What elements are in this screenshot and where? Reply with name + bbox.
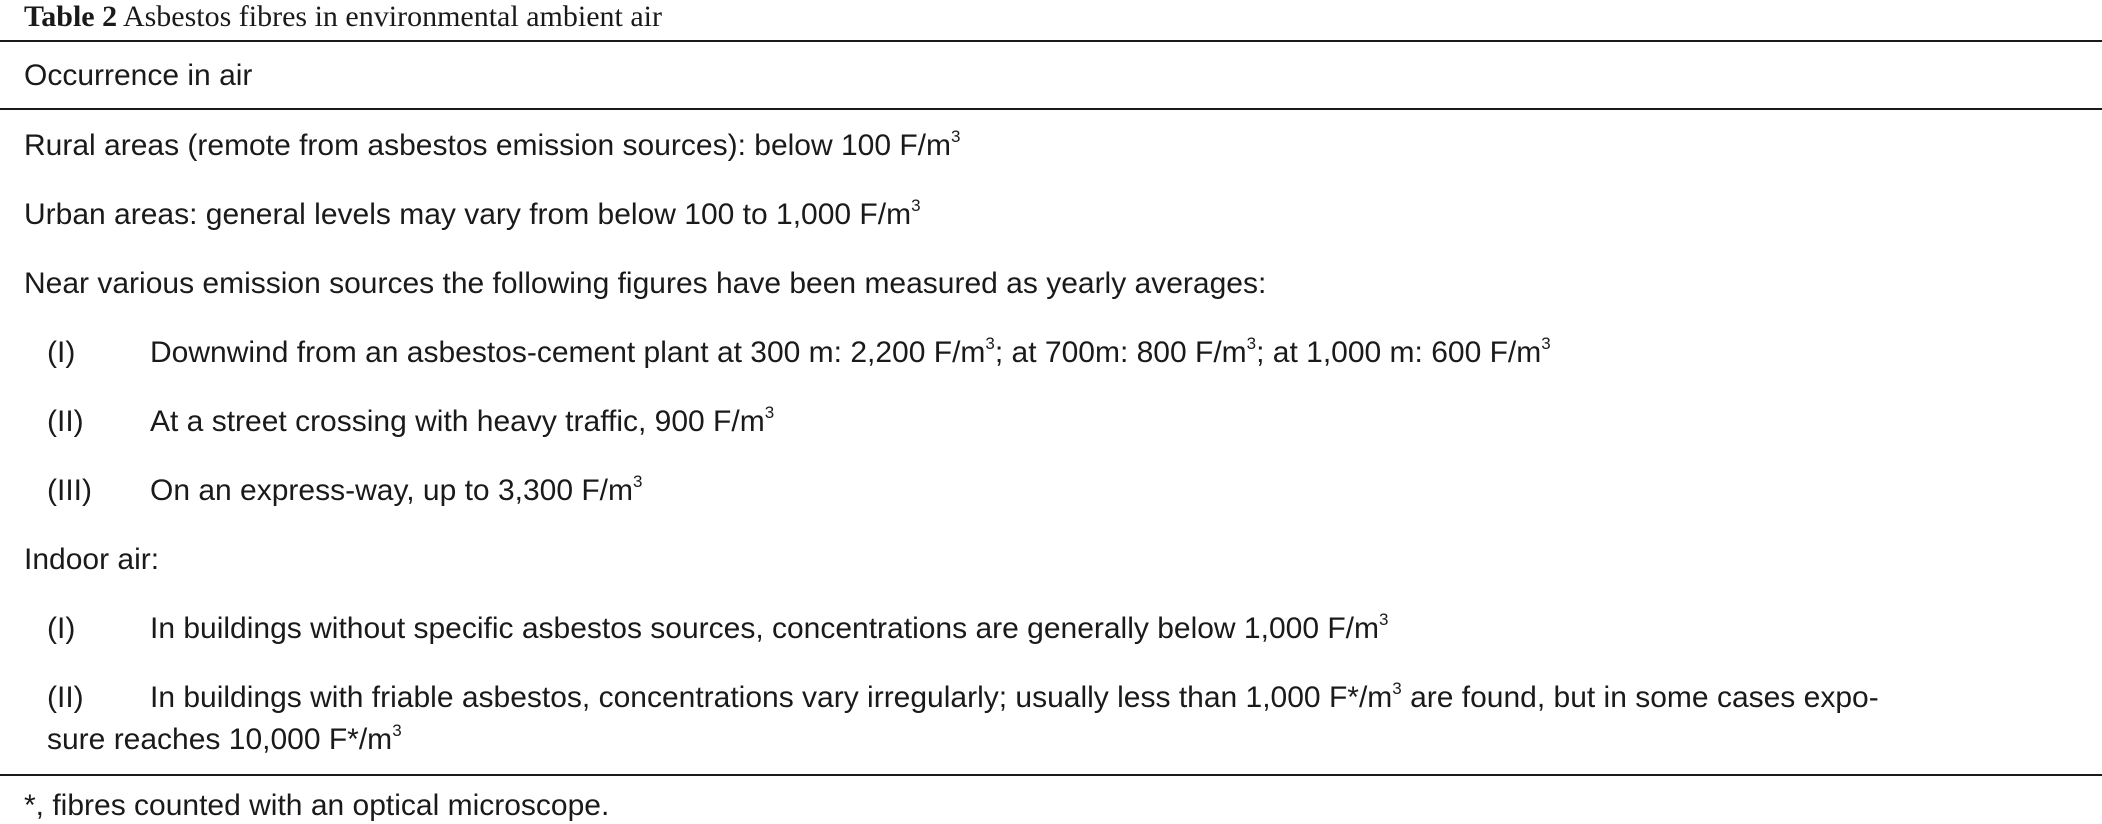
text-part: ; at 700m: 800 F/m [994,336,1247,369]
list-item-text [150,404,774,444]
list-item-continuation [47,722,402,762]
text-part: In buildings with friable asbestos, concentrations vary irregularly; usually less than 1,000 F*/m [150,681,1393,714]
top-rule [0,40,2102,42]
superscript: 3 [1246,334,1257,353]
header-rule [0,108,2102,110]
list-number: (II) [47,681,84,714]
row-rural-text: Rural areas (remote from asbestos emission sources): below 100 F/m [24,129,952,162]
row-urban-text: Urban areas: general levels may vary from below 100 to 1,000 F/m [24,198,912,231]
text-part: ; at 1,000 m: 600 F/m [1256,336,1542,369]
superscript: 3 [392,721,402,740]
list-item-text [150,680,1879,720]
text-part: Downwind from an asbestos-cement plant at 300 m: 2,200 F/m [150,336,986,369]
row-near-sources: Near various emission sources the following figures have been measured as yearly averages: [24,267,1267,300]
table-label: Table 2 [24,0,118,33]
list-item-text [150,335,1551,375]
list-number: (I) [47,336,76,369]
text-part: At a street crossing with heavy traffic, 900 F/m [150,405,765,438]
text-part: On an express-way, up to 3,300 F/m [150,474,634,507]
text-part: sure reaches 10,000 F*/m [47,723,393,756]
row-indoor: Indoor air: [24,543,160,576]
superscript: 3 [764,403,775,422]
superscript: 3 [633,472,643,491]
list-number: (II) [47,405,84,438]
table-caption [24,0,662,40]
text-part: are found, but in some cases expo- [1401,681,1879,714]
superscript: 3 [1541,334,1551,353]
list-item-text [150,473,642,513]
superscript: 3 [1379,610,1389,629]
list-number: (I) [47,612,76,645]
row-urban [24,197,921,237]
bottom-rule [0,774,2102,776]
row-rural [24,128,960,168]
list-item-text [150,611,1388,651]
superscript: 3 [911,196,921,215]
column-header: Occurrence in air [24,59,253,92]
table-title: Asbestos fibres in environmental ambient air [122,0,662,33]
text-part: In buildings without specific asbestos sources, concentrations are generally below 1,000 F/m [150,612,1379,645]
superscript: 3 [951,127,961,146]
list-number: (III) [47,474,92,507]
superscript: 3 [1392,679,1402,698]
superscript: 3 [985,334,995,353]
table-footnote: *, fibres counted with an optical microscope. [24,789,610,822]
